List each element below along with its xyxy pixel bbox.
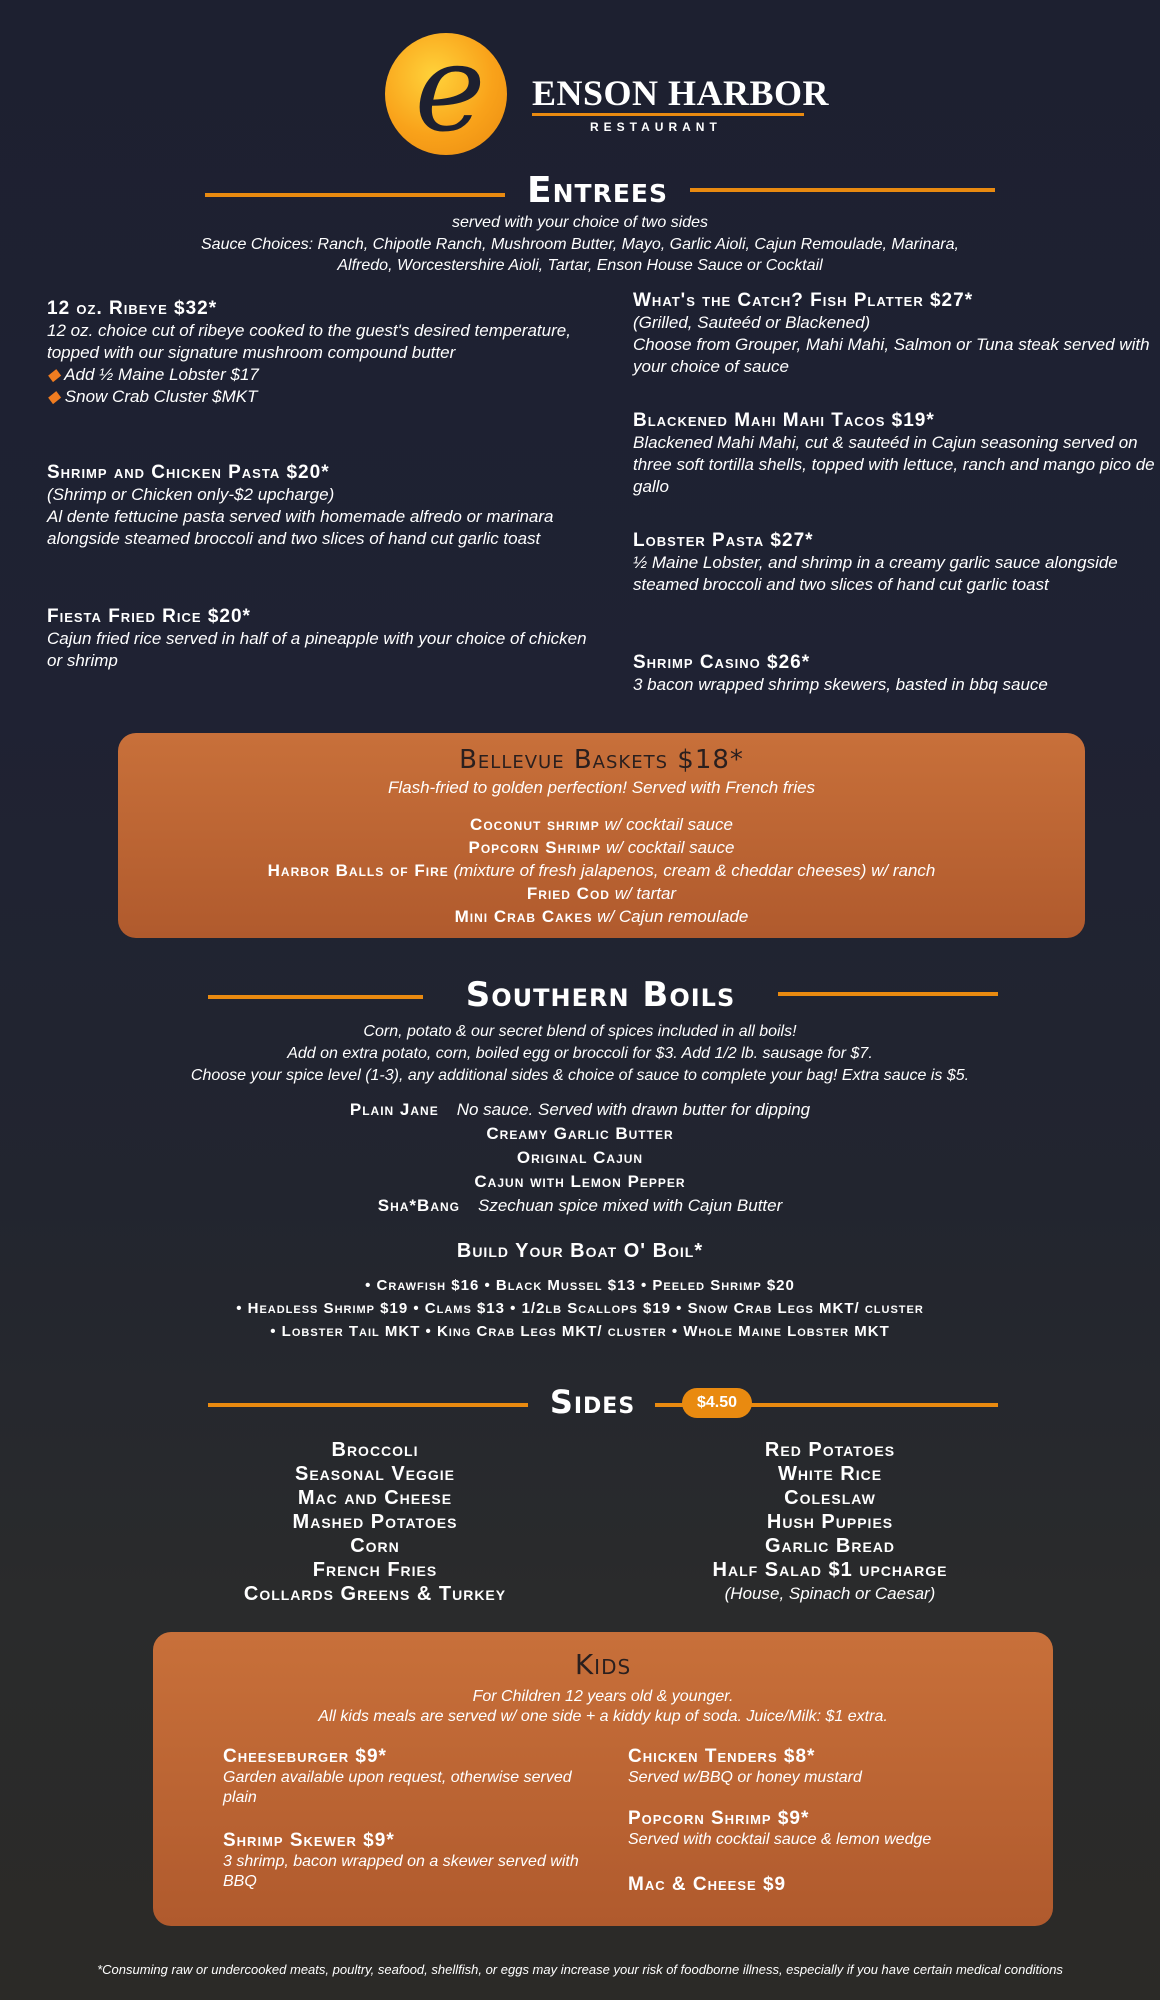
boils-line-2: Add on extra potato, corn, boiled egg or broccoli for $3. Add 1/2 lb. sausage for $7. <box>287 1045 873 1062</box>
ribeye-addon-crab: ◆ Snow Crab Cluster $MKT <box>47 387 258 406</box>
entree-pasta <box>47 462 587 550</box>
entrees-rule-right <box>690 188 995 192</box>
sides-price-badge: $4.50 <box>682 1388 752 1418</box>
boil-options-row-3: • Lobster Tail MKT • King Crab Legs MKT/ cluster • Whole Maine Lobster MKT <box>270 1323 890 1340</box>
side-item: Garlic Bread <box>765 1535 895 1557</box>
mac-title: Mac & Cheese $9 <box>628 1874 787 1895</box>
catch-title: What's the Catch? Fish Platter $27* <box>633 290 974 311</box>
side-item: French Fries <box>312 1559 438 1581</box>
skewer-title: Shrimp Skewer $9* <box>223 1830 395 1851</box>
ribeye-addon-lobster: ◆ Add ½ Maine Lobster $17 <box>47 365 259 384</box>
entrees-subtitle: served with your choice of two sides <box>451 214 709 231</box>
baskets-panel <box>118 733 1085 938</box>
entree-ribeye <box>47 298 587 408</box>
entrees-title: Entrees <box>527 170 668 211</box>
kids-skewer <box>223 1830 603 1892</box>
sauce-choices-2: Alfredo, Worcestershire Aioli, Tartar, Enson House Sauce or Cocktail <box>337 257 823 274</box>
kids-title: Kids <box>574 1648 632 1681</box>
rice-title: Fiesta Fried Rice $20* <box>47 606 251 627</box>
basket-item: Fried Cod w/ tartar <box>526 884 677 903</box>
popcorn-desc: Served with cocktail sauce & lemon wedge <box>628 1831 932 1848</box>
side-item: Half Salad $1 upcharge <box>712 1559 948 1581</box>
cheeseburger-title: Cheeseburger $9* <box>223 1746 387 1767</box>
tenders-title: Chicken Tenders $8* <box>628 1746 816 1767</box>
brand-subtitle: RESTAURANT <box>590 120 722 134</box>
sides-rule-left <box>208 1403 528 1407</box>
side-item: Seasonal Veggie <box>294 1463 456 1485</box>
basket-item: Coconut shrimp w/ cocktail sauce <box>470 815 733 834</box>
sides-right-list <box>630 1438 1030 1606</box>
sauce-shabang: Sha*Bang Szechuan spice mixed with Cajun Butter <box>377 1196 783 1215</box>
side-item: Coleslaw <box>784 1487 876 1509</box>
tenders-desc: Served w/BBQ or honey mustard <box>628 1769 862 1786</box>
bullet-icon: ◆ <box>47 365 65 384</box>
kids-subtitle-2: All kids meals are served w/ one side + a kiddy kup of soda. Juice/Milk: $1 extra. <box>318 1708 888 1725</box>
cheeseburger-desc: Garden available upon request, otherwise served plain <box>223 1769 572 1806</box>
basket-item: Mini Crab Cakes w/ Cajun remoulade <box>454 907 749 926</box>
brand-name: ENSON HARBOR <box>532 73 830 113</box>
pasta-desc-2: Al dente fettucine pasta served with homemade alfredo or marinara alongside steamed broccoli and two slices of hand cut garlic toast <box>47 507 554 548</box>
side-item: Mac and Cheese <box>297 1487 453 1509</box>
kids-subtitle-1: For Children 12 years old & younger. <box>472 1688 734 1705</box>
build-boil-title: Build Your Boat O' Boil* <box>456 1240 704 1262</box>
boils-rule-left <box>208 995 423 999</box>
tacos-desc: Blackened Mahi Mahi, cut & sauteéd in Cajun seasoning served on three soft tortilla shells, topped with lettuce, ranch and mango pico de gallo <box>633 433 1155 496</box>
basket-item: Harbor Balls of Fire (mixture of fresh jalapenos, cream & cheddar cheeses) w/ ranch <box>267 861 936 880</box>
ribeye-desc: 12 oz. choice cut of ribeye cooked to the guest's desired temperature, topped with our signature mushroom compound butter <box>47 321 571 362</box>
pasta-title: Shrimp and Chicken Pasta $20* <box>47 462 330 483</box>
baskets-subtitle: Flash-fried to golden perfection! Served with French fries <box>387 778 816 797</box>
side-item: Corn <box>350 1535 400 1557</box>
boil-sauces <box>0 1098 1160 1218</box>
side-item: Mashed Potatoes <box>292 1511 458 1533</box>
boils-line-1: Corn, potato & our secret blend of spices included in all boils! <box>363 1023 797 1040</box>
boils-title: Southern Boils <box>465 975 736 1015</box>
ribeye-title: 12 oz. Ribeye $32* <box>47 298 218 319</box>
sauce-plain-jane: Plain Jane No sauce. Served with drawn butter for dipping <box>349 1100 811 1119</box>
boil-options-row-1: • Crawfish $16 • Black Mussel $13 • Peeled Shrimp $20 <box>365 1277 795 1294</box>
baskets-list <box>118 813 1085 928</box>
lobster-title: Lobster Pasta $27* <box>633 530 814 551</box>
sauce-creamy-garlic: Creamy Garlic Butter <box>486 1124 674 1143</box>
boils-line-3: Choose your spice level (1-3), any additional sides & choice of sauce to complete your bag! Extra sauce is $5. <box>190 1067 970 1084</box>
skewer-desc: 3 shrimp, bacon wrapped on a skewer served with BBQ <box>223 1853 579 1890</box>
side-item: Broccoli <box>331 1439 419 1461</box>
brand-rule <box>532 113 804 116</box>
rice-desc: Cajun fried rice served in half of a pineapple with your choice of chicken or shrimp <box>47 629 587 670</box>
sides-title: Sides <box>549 1383 636 1421</box>
casino-title: Shrimp Casino $26* <box>633 652 811 673</box>
boils-rule-right <box>778 992 998 996</box>
basket-item: Popcorn Shrimp w/ cocktail sauce <box>468 838 735 857</box>
sauce-original-cajun: Original Cajun <box>516 1148 644 1167</box>
tacos-title: Blackened Mahi Mahi Tacos $19* <box>633 410 935 431</box>
side-item: Red Potatoes <box>764 1439 896 1461</box>
catch-desc-1: (Grilled, Sauteéd or Blackened) <box>633 313 871 332</box>
sides-left-list <box>175 1438 575 1606</box>
casino-desc: 3 bacon wrapped shrimp skewers, basted in bbq sauce <box>633 675 1048 694</box>
footer-disclaimer: *Consuming raw or undercooked meats, poultry, seafood, shellfish, or eggs may increase your risk of foodborne illness, especially if you have certain medical conditions <box>97 1962 1063 1977</box>
pasta-desc-1: (Shrimp or Chicken only-$2 upcharge) <box>47 485 335 504</box>
baskets-title: Bellevue Baskets $18* <box>459 745 744 775</box>
entree-catch <box>633 290 1153 378</box>
entree-tacos <box>633 410 1158 498</box>
entree-casino <box>633 652 1158 696</box>
side-item: Collards Greens & Turkey <box>243 1583 507 1605</box>
sauce-choices: Sauce Choices: Ranch, Chipotle Ranch, Mushroom Butter, Mayo, Garlic Aioli, Cajun Remoulade, Marinara, <box>201 236 959 253</box>
bullet-icon: ◆ <box>47 387 65 406</box>
entrees-rule-left <box>205 193 505 197</box>
entree-lobster <box>633 530 1158 596</box>
kids-tenders <box>628 1746 1028 1788</box>
entree-rice <box>47 606 587 672</box>
sauce-cajun-lemon: Cajun with Lemon Pepper <box>474 1172 686 1191</box>
kids-popcorn <box>628 1808 1028 1850</box>
logo-letter: e <box>414 20 486 159</box>
kids-panel <box>153 1632 1053 1926</box>
popcorn-title: Popcorn Shrimp $9* <box>628 1808 810 1829</box>
side-item: Hush Puppies <box>766 1511 894 1533</box>
kids-cheeseburger <box>223 1746 583 1808</box>
boil-options-row-2: • Headless Shrimp $19 • Clams $13 • 1/2lb Scallops $19 • Snow Crab Legs MKT/ cluster <box>236 1300 924 1317</box>
kids-mac <box>628 1874 1028 1896</box>
salad-note: (House, Spinach or Caesar) <box>724 1584 936 1603</box>
lobster-desc: ½ Maine Lobster, and shrimp in a creamy garlic sauce alongside steamed broccoli and two slices of hand cut garlic toast <box>633 553 1118 594</box>
side-item: White Rice <box>777 1463 883 1485</box>
catch-desc-2: Choose from Grouper, Mahi Mahi, Salmon or Tuna steak served with your choice of sauce <box>633 335 1150 376</box>
